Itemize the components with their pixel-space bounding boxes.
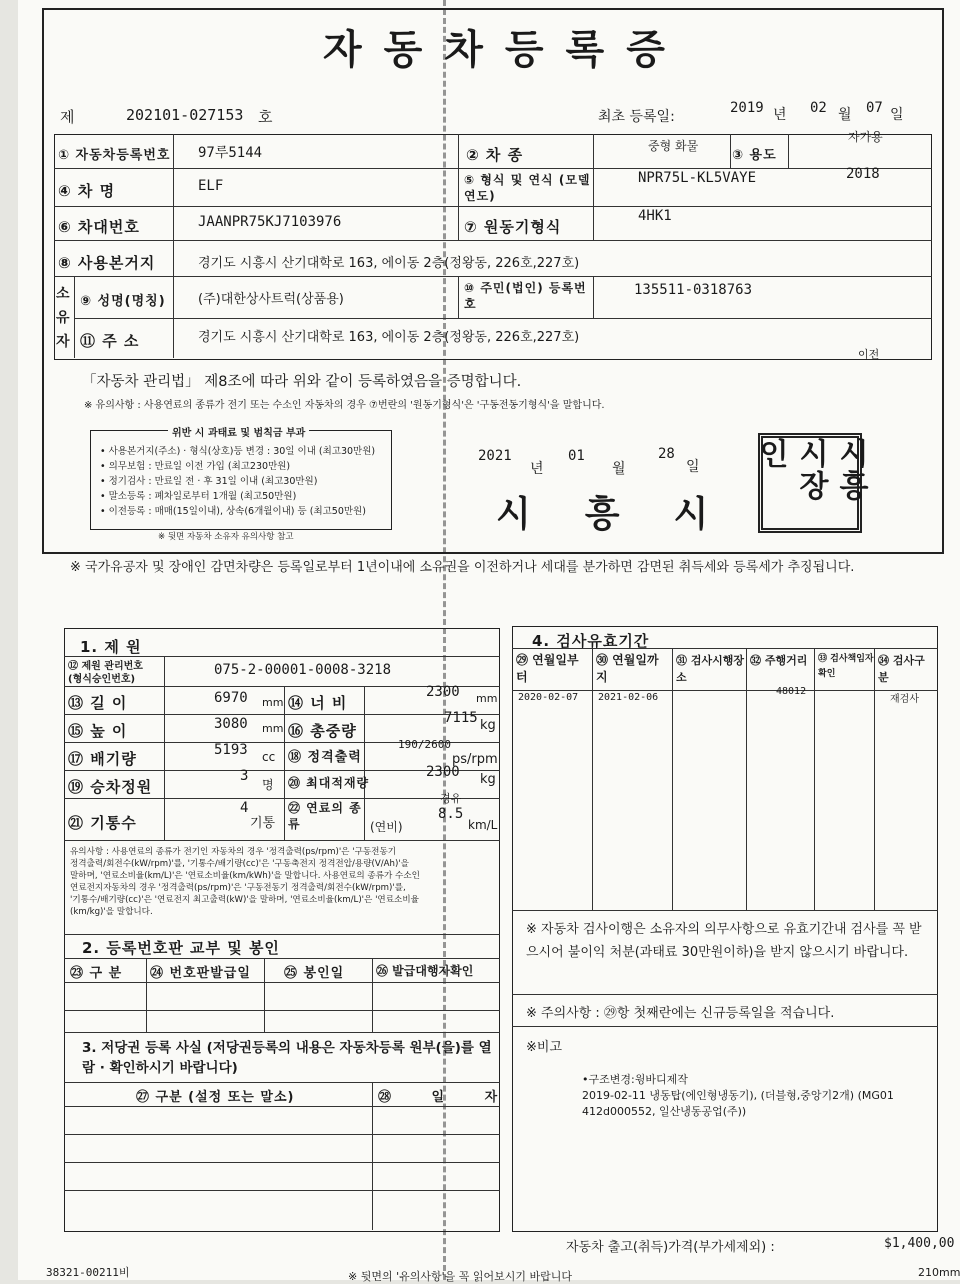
length-value: 6970: [214, 690, 248, 706]
day-unit: 일: [890, 107, 904, 123]
insp-type-value: 재검사: [890, 694, 919, 705]
engine-label: ⑦ 원동기형식: [464, 218, 562, 236]
year-unit: 년: [773, 107, 787, 123]
use-value: 자가용: [848, 130, 883, 144]
name-value: ELF: [198, 178, 224, 194]
first-reg-label: 최초 등록일:: [598, 109, 675, 125]
base-label: ⑧ 사용본거지: [58, 254, 156, 272]
penalty-item: • 의무보험 : 만료일 이전 가입 (최고230만원): [100, 461, 291, 472]
specs-note-line: (km/kg)'을 말합니다.: [70, 907, 153, 917]
gross-weight-value: 7115: [444, 710, 478, 726]
lien-col-date: ㉘ 일 자: [378, 1090, 516, 1105]
doc-no-prefix: 제: [60, 108, 75, 126]
insp-from-value: 2020-02-07: [518, 692, 579, 703]
owner-addr-label: ⑪ 주 소: [80, 332, 140, 350]
length-unit: mm: [262, 696, 284, 709]
specs-note-line: 연료전지자동차의 경우 '정격출력(ps/rpm)'은 '구동전동기 정격출력/회전수(kW/rpm)'를,: [70, 883, 406, 893]
length-label: ⑬ 길 이: [68, 694, 128, 712]
remark-line: 2019-02-11 냉동탑(에인형냉동기), (더블형,중앙기2개) (MG01: [582, 1089, 894, 1102]
insp-col-place: ㉛ 검사시행장소: [676, 654, 744, 684]
seats-value: 3: [240, 768, 249, 784]
mgmt-no-label: ⑫ 제원 관리번호 (형식승인번호): [68, 661, 143, 685]
form-number: 38321-00211비: [46, 1266, 130, 1279]
gross-weight-label: ⑯ 총중량: [288, 722, 357, 740]
specs-notes: [70, 846, 420, 918]
registration-certificate: [18, 0, 960, 1283]
price-label: 자동차 출고(취득)가격(부가세제외) :: [566, 1240, 775, 1255]
owner-id-label: ⑩ 주민(법인) 등록번호: [464, 281, 587, 311]
seats-label: ⑲ 승차정원: [68, 778, 153, 796]
height-unit: mm: [262, 722, 284, 735]
penalty-item: • 이전등록 : 매매(15일이내), 상속(6개월이내) 등 (최고50만원): [100, 506, 366, 517]
issue-day-unit: 일: [686, 459, 700, 475]
month-unit: 월: [838, 107, 852, 123]
width-label: ⑭ 너 비: [288, 694, 348, 712]
penalty-item: • 사용본거지(주소) · 형식(상호)등 변경 : 30일 이내 (최고30만원): [100, 446, 376, 457]
displacement-label: ⑰ 배기량: [68, 750, 137, 768]
issue-year-unit: 년: [530, 461, 544, 477]
issue-day: 28: [658, 446, 675, 462]
insp-col-officer: ㉝ 검사책임자확인: [818, 654, 874, 679]
width-unit: mm: [476, 692, 498, 705]
mgmt-no-value: 075-2-00001-0008-3218: [214, 662, 392, 678]
first-reg-month: 02: [810, 100, 827, 116]
penalty-list: [100, 444, 375, 519]
rated-power-label: ⑱ 정격출력: [288, 750, 362, 765]
transfer-note: 이전: [858, 348, 880, 361]
document-title: 자동차등록증: [323, 26, 687, 73]
official-seal: [753, 433, 868, 533]
plate-col-agent: ㉖ 발급대행자확인: [376, 964, 474, 978]
doc-number: 202101-027153: [126, 106, 244, 124]
lien-section-title: 3. 저당권 등록 사실 (저당권등록의 내용은 자동차등록 원부(을)를 열람 · 확인하시기 바랍니다): [82, 1040, 492, 1076]
issue-year: 2021: [478, 448, 512, 464]
fuel-eff-unit: km/L: [468, 818, 498, 832]
bottom-note: ※ 뒷면의 '유의사항'을 꼭 읽어보시기 바랍니다: [348, 1270, 573, 1283]
fuel-eff-label: (연비): [370, 820, 403, 834]
engine-value: 4HK1: [638, 208, 672, 224]
cylinders-unit: 기통: [250, 816, 276, 831]
specs-note-line: 유의사항 : 사용연료의 종류가 전기인 자동차의 경우 '정격출력(ps/rpm)'은 '구동전동기: [70, 847, 397, 857]
remark-line: •구조변경:윙바디제작: [582, 1073, 688, 1086]
max-load-unit: kg: [480, 772, 496, 787]
penalty-item: • 정기검사 : 만료일 전 · 후 31일 이내 (최고30만원): [100, 476, 318, 487]
fuel-type-label: ㉒ 연료의 종류: [288, 801, 362, 831]
type-label: ② 차 종: [466, 146, 524, 164]
fuel-eff-value: 8.5: [438, 806, 464, 822]
inspection-title: 4. 검사유효기간: [532, 632, 650, 650]
owner-side-label: 소유자: [56, 286, 71, 350]
plate-col-seal-date: ㉕ 봉인일: [284, 966, 345, 981]
specs-block: [64, 628, 500, 1232]
displacement-unit: cc: [262, 750, 276, 764]
paper-size-note: 210mm: [918, 1266, 960, 1279]
displacement-value: 5193: [214, 742, 248, 758]
gross-weight-unit: kg: [480, 718, 496, 733]
rated-power-unit: ps/rpm: [452, 752, 498, 767]
width-value: 2300: [426, 684, 460, 700]
first-reg-year: 2019: [730, 100, 764, 116]
plate-col-type: ㉓ 구 분: [70, 966, 123, 981]
owner-id-value: 135511-0318763: [634, 282, 753, 298]
height-value: 3080: [214, 716, 248, 732]
doc-no-suffix: 호: [258, 108, 273, 126]
cylinders-value: 4: [240, 800, 249, 816]
remark-line: 412d000552, 일산냉동공업(주)): [582, 1105, 747, 1118]
vin-value: JAANPR75KJ7103976: [198, 214, 342, 230]
specs-note-line: '기통수/배기량(cc)'은 '연료전지 최고출력(kW)'을 말하며, '연료소비율(km/L)'은 '연료소비율: [70, 895, 419, 905]
certify-statement: 「자동차 관리법」 제8조에 따라 위와 같이 등록하였음을 증명합니다.: [82, 374, 522, 390]
penalty-title: 위반 시 과태료 및 범칙금 부과: [168, 424, 309, 439]
lien-col-type: ㉗ 구분 (설정 또는 말소): [136, 1090, 295, 1105]
seats-unit: 명: [262, 778, 274, 792]
specs-note-line: 정격출력/회전수(kW/rpm)'를, '기통수/배기량(cc)'은 '구동축전지 정격전압/용량(V/Ah)'을: [70, 859, 409, 869]
vin-label: ⑥ 차대번호: [58, 218, 140, 236]
remarks-label: ※비고: [526, 1040, 563, 1055]
insp-col-to: ㉚ 연월일까지: [596, 653, 659, 684]
rated-power-value: 190/2600: [398, 738, 451, 751]
insp-col-type: ㉞ 검사구분: [878, 654, 925, 684]
reduction-note: ※ 국가유공자 및 장애인 감면차량은 등록일로부터 1년이내에 소유권을 이전하거나 세대를 분가하면 감면된 취득세와 등록세가 추징됩니다.: [70, 560, 855, 575]
use-label: ③ 용도: [732, 148, 777, 163]
plate-section-title: 2. 등록번호판 교부 및 봉인: [82, 939, 280, 957]
owner-name-value: (주)대한상사트럭(상품용): [198, 292, 344, 307]
specs-note-line: 말하며, '연료소비율(km/L)'은 '연료소비율(km/kWh)'을 말합니다. 사용연료의 종류가 수소인: [70, 871, 420, 881]
price-value: $1,400,00: [884, 1236, 955, 1251]
inspection-notice: ※ 자동차 검사이행은 소유자의 의무사항으로 유효기간내 검사를 꼭 받으시어 불이익 처분(과태료 30만원이하)을 받지 않으시기 바랍니다.: [526, 922, 922, 960]
first-reg-day: 07: [866, 100, 883, 116]
owner-name-label: ⑨ 성명(명칭): [80, 294, 166, 309]
max-load-value: 2300: [426, 764, 460, 780]
specs-title: 1. 제 원: [80, 638, 142, 656]
fuel-type-value: 경유: [440, 792, 462, 805]
base-value: 경기도 시흥시 산기대학로 163, 에이동 2층(정왕동, 226호,227호): [198, 256, 580, 271]
penalty-item: • 말소등록 : 폐차일로부터 1개월 (최고50만원): [100, 491, 297, 502]
owner-addr-value: 경기도 시흥시 산기대학로 163, 에이동 2층(정왕동, 226호,227호): [198, 330, 580, 345]
cylinders-label: ㉑ 기통수: [68, 814, 137, 832]
height-label: ⑮ 높 이: [68, 722, 128, 740]
model-year-value: 2018: [846, 166, 880, 182]
caution-note: ※ 유의사항 : 사용연료의 종류가 전기 또는 수소인 자동차의 경우 ⑦번란의 '원동기형식'은 '구동전동기형식'을 말합니다.: [84, 400, 605, 411]
remarks-list: [582, 1072, 894, 1120]
inspection-caution: ※ 주의사항 : ㉙항 첫째란에는 신규등록일을 적습니다.: [526, 1006, 835, 1021]
penalty-footnote: ※ 뒷면 자동차 소유자 유의사항 참고: [158, 532, 294, 542]
issuer-name: 시흥시: [496, 493, 763, 535]
model-label: ⑤ 형식 및 연식 (모델연도): [464, 173, 591, 203]
issue-month-unit: 월: [612, 461, 626, 477]
insp-mileage-value: 48012: [776, 686, 807, 697]
reg-no-value: 97루5144: [198, 145, 263, 161]
reg-no-label: ① 자동차등록번호: [58, 148, 171, 163]
insp-to-value: 2021-02-06: [598, 692, 659, 703]
seal-text: 시흥시장인: [753, 438, 868, 502]
name-label: ④ 차 명: [58, 182, 116, 200]
type-value: 중형 화물: [648, 139, 699, 153]
model-value: NPR75L-KL5VAYE: [638, 170, 757, 186]
plate-col-issue-date: ㉔ 번호판발급일: [150, 966, 251, 981]
issue-month: 01: [568, 448, 585, 464]
insp-col-from: ㉙ 연월일부터: [516, 653, 579, 684]
max-load-label: ⑳ 최대적재량: [288, 776, 370, 790]
insp-col-mileage: ㉜ 주행거리: [750, 654, 808, 667]
